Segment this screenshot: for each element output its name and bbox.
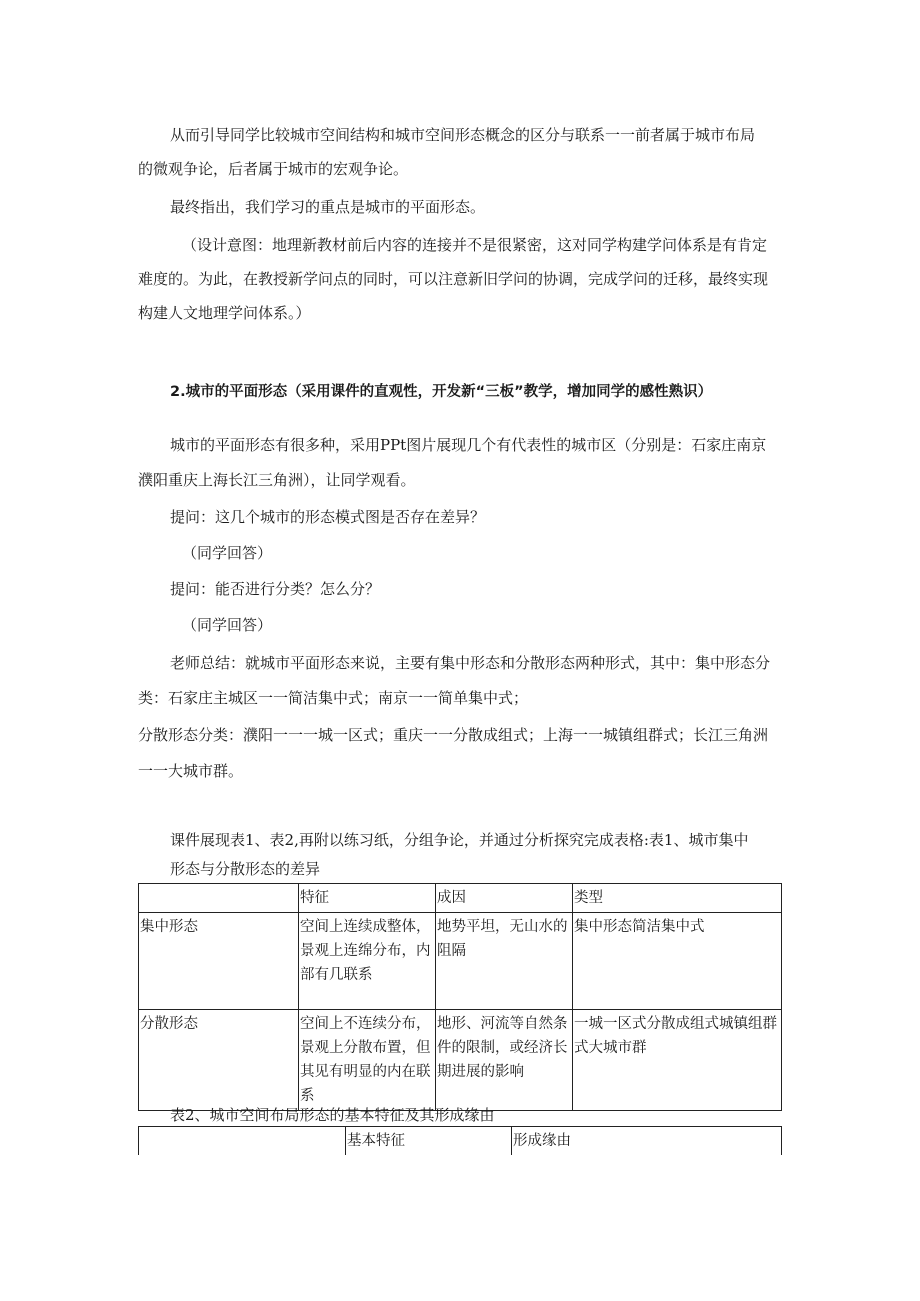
table-cell: 地形、河流等自然条件的限制，或经济长期进展的影响 (436, 1010, 573, 1111)
paragraph-line: 城市的平面形态有很多种，采用PPt图片展现几个有代表性的城市区（分别是：石家庄南京 (170, 436, 767, 454)
design-note-line: 构建人文地理学问体系。） (138, 304, 311, 322)
table-caption: 表2、城市空间布局形态的基本特征及其形成缘由 (170, 1106, 495, 1124)
design-note-line: 难度的。为此，在教授新学问点的同时，可以注意新旧学问的协调，完成学问的迁移，最终实现 (138, 270, 769, 288)
table-header-row (139, 1127, 782, 1156)
table-header-cell: 基本特征 (346, 1127, 512, 1156)
table-row (139, 1010, 782, 1111)
table-header-cell: 形成缘由 (512, 1127, 782, 1156)
question: 提问：能否进行分类？怎么分？ (170, 580, 381, 598)
table-cell: 地势平坦，无山水的阻隔 (436, 913, 573, 1010)
student-answer: （同学回答） (182, 616, 273, 634)
table-caption: 形态与分散形态的差异 (170, 860, 321, 878)
table-cell: 空间上连续成整体，景观上连绵分布，内部有几联系 (299, 913, 436, 1010)
paragraph-line: 的微观争论，后者属于城市的宏观争论。 (138, 160, 409, 178)
question: 提问：这几个城市的形态模式图是否存在差异？ (170, 508, 486, 526)
table-header-cell: 特征 (299, 884, 436, 913)
paragraph-line: 一一大城市群。 (138, 762, 244, 780)
student-answer: （同学回答） (182, 544, 273, 562)
table-cell: 集中形态 (139, 913, 299, 1010)
table-row (139, 913, 782, 1010)
table-header-cell: 成因 (436, 884, 573, 913)
paragraph-line: 课件展现表1、表2,再附以练习纸，分组争论，并通过分析探究完成表格:表1、城市集中 (170, 831, 749, 849)
table-cell: 分散形态 (139, 1010, 299, 1111)
table-city-forms (138, 883, 782, 1111)
table-cell: 一城一区式分散成组式城镇组群式大城市群 (573, 1010, 782, 1111)
paragraph-line: 分散形态分类：濮阳一一一城一区式；重庆一一分散成组式；上海一一城镇组群式；长江三角洲 (138, 726, 769, 744)
table-cell: 集中形态简洁集中式 (573, 913, 782, 1010)
table-cell: 空间上不连续分布，景观上分散布置，但其见有明显的内在联系 (299, 1010, 436, 1111)
paragraph: 最终指出，我们学习的重点是城市的平面形态。 (170, 198, 486, 216)
paragraph-line: 老师总结：就城市平面形态来说，主要有集中形态和分散形态两种形式，其中：集中形态分 (170, 654, 771, 672)
table-header-row (139, 884, 782, 913)
paragraph-line: 濮阳重庆上海长江三角洲），让同学观看。 (138, 471, 416, 489)
table-header-cell (139, 884, 299, 913)
paragraph-line: 从而引导同学比较城市空间结构和城市空间形态概念的区分与联系一一前者属于城市布局 (170, 126, 756, 144)
table-layout-forms (138, 1126, 782, 1155)
section-heading: 2.城市的平面形态（采用课件的直观性，开发新“三板”教学，增加同学的感性熟识） (170, 384, 713, 400)
paragraph-line: 类：石家庄主城区一一简洁集中式；南京一一简单集中式； (138, 689, 529, 707)
table-header-cell (139, 1127, 346, 1156)
table-header-cell: 类型 (573, 884, 782, 913)
design-note-line: （设计意图：地理新教材前后内容的连接并不是很紧密，这对同学构建学问体系是有肯定 (182, 236, 768, 254)
